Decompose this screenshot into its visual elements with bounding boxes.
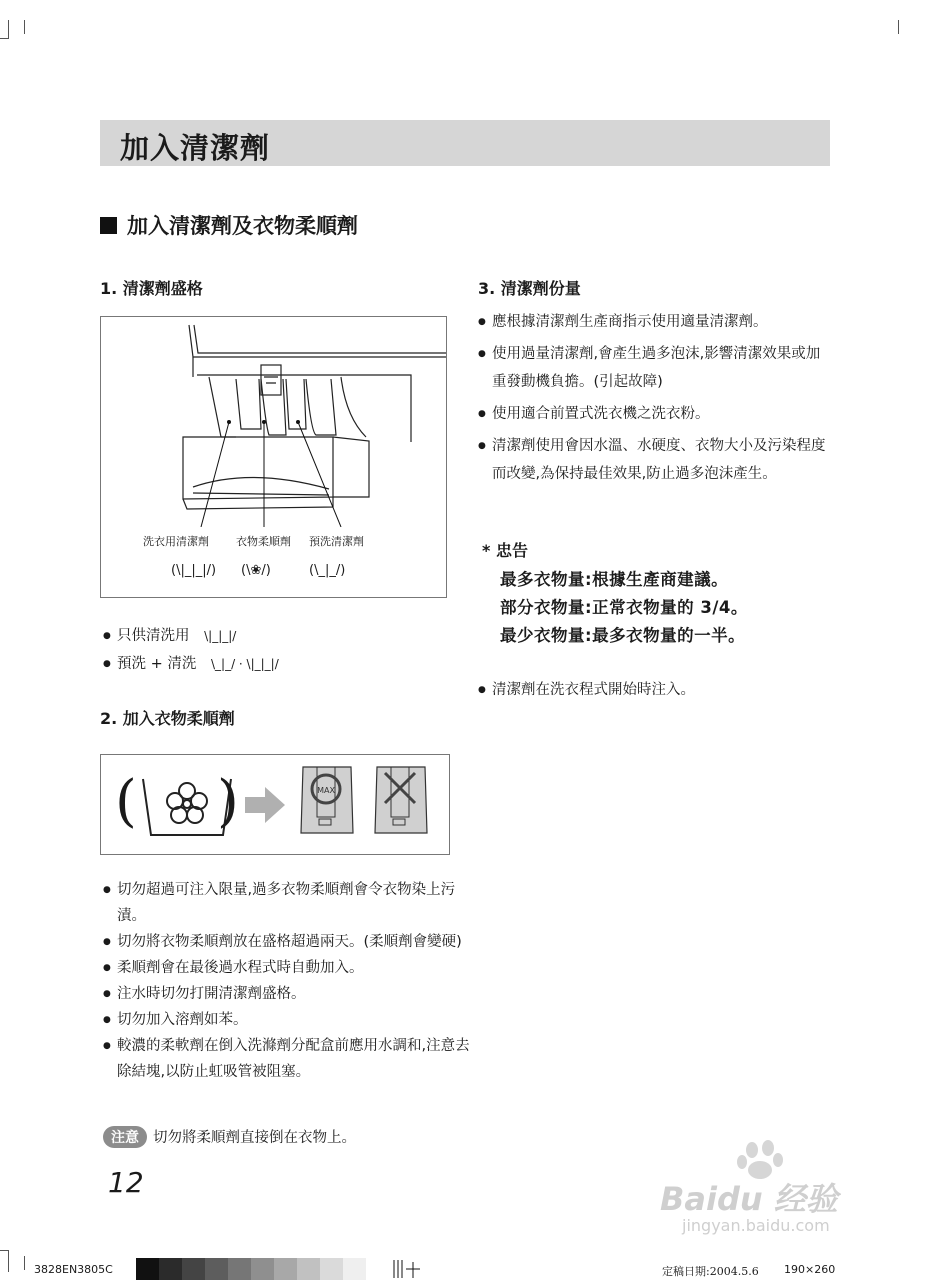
list-item: ● 使用適合前置式洗衣機之洗衣粉。 — [478, 400, 834, 428]
part3-heading: 3. 清潔劑份量 — [478, 279, 581, 298]
list-item: ● 應根據清潔劑生產商指示使用適量清潔劑。 — [478, 308, 834, 336]
warning-line-max: 最多衣物量:根據生產商建議。 — [500, 570, 729, 589]
crop-mark — [8, 20, 9, 39]
label-prewash: 預洗清潔劑 — [309, 535, 364, 548]
symbol-softener: (\❀/) — [241, 563, 271, 578]
page-title-bar — [100, 120, 830, 166]
prewash-symbol: \_|_/ · \|_|_|/ — [210, 657, 279, 671]
arrow-right-icon — [241, 783, 289, 827]
incorrect-fill-icon — [371, 763, 431, 841]
page-title: 加入清潔劑 — [120, 131, 271, 165]
caution-note — [103, 1126, 356, 1148]
amount-bullets — [478, 308, 834, 488]
caution-text: 切勿將柔順劑直接倒在衣物上。 — [153, 1130, 356, 1146]
page-number: 12 — [108, 1166, 144, 1199]
list-item: ● 使用過量清潔劑,會產生過多泡沫,影響清潔效果或加重發動機負擔。(引起故障) — [478, 340, 834, 396]
list-item: ● 柔順劑會在最後過水程式時自動加入。 — [103, 955, 473, 981]
softener-figure — [100, 754, 450, 855]
paren-right: ) — [217, 769, 239, 834]
baidu-watermark — [660, 1140, 880, 1240]
caution-badge: 注意 — [103, 1126, 147, 1148]
watermark-url: jingyan.baidu.com — [682, 1216, 830, 1235]
crop-mark — [8, 1250, 9, 1272]
label-softener: 衣物柔順劑 — [236, 535, 291, 548]
square-bullet-icon — [100, 217, 117, 234]
watermark-brand: Baidu 经验 — [660, 1180, 838, 1218]
warning-line-min: 最少衣物量:最多衣物量的一半。 — [500, 626, 746, 645]
footer-date: 定稿日期:2004.5.6 — [662, 1265, 759, 1278]
list-item: ● 切勿將衣物柔順劑放在盛格超過兩天。(柔順劑會變硬) — [103, 929, 473, 955]
list-item: ● 注水時切勿打開清潔劑盛格。 — [103, 981, 473, 1007]
list-item: ● 清潔劑在洗衣程式開始時注入。 — [478, 676, 834, 704]
crop-mark — [24, 1256, 25, 1270]
list-item: ● 較濃的柔軟劑在倒入洗滌劑分配盒前應用水調和,注意去除結塊,以防止虹吸管被阻塞。 — [103, 1033, 473, 1085]
list-item: ● 預洗 + 清洗 \_|_/ · \|_|_|/ — [103, 650, 443, 678]
part1-heading: 1. 清潔劑盛格 — [100, 279, 203, 298]
detergent-drawer-figure — [100, 316, 447, 598]
part2-heading: 2. 加入衣物柔順劑 — [100, 709, 235, 728]
section-heading-text: 加入清潔劑及衣物柔順劑 — [127, 214, 358, 238]
warning-title: * 忠告 — [482, 541, 528, 560]
list-item: ● 切勿加入溶劑如苯。 — [103, 1007, 473, 1033]
list-item: ● 只供清洗用 \|_|_|/ — [103, 622, 443, 650]
crop-mark — [0, 38, 8, 39]
footer-size: 190×260 — [784, 1263, 836, 1276]
correct-fill-icon — [297, 763, 357, 841]
symbol-main-wash: (\|_|_|/) — [171, 563, 217, 578]
crop-mark — [0, 1250, 8, 1251]
usage-list — [103, 622, 443, 678]
symbol-prewash: (\_|_/) — [309, 563, 346, 578]
softener-bullets — [103, 877, 473, 1085]
crop-mark — [898, 20, 899, 34]
main-wash-symbol: \|_|_|/ — [204, 629, 237, 643]
list-item: ● 切勿超過可注入限量,過多衣物柔順劑會令衣物染上污漬。 — [103, 877, 473, 929]
registration-mark-icon — [392, 1258, 422, 1280]
warning-line-partial: 部分衣物量:正常衣物量的 3/4。 — [500, 598, 748, 617]
section-heading — [100, 210, 358, 240]
crop-mark — [24, 20, 25, 34]
label-main-detergent: 洗衣用清潔劑 — [143, 535, 209, 548]
doc-code: 3828EN3805C — [34, 1263, 113, 1276]
list-item: ● 清潔劑使用會因水溫、水硬度、衣物大小及污染程度而改變,為保持最佳效果,防止過多泡沫產生。 — [478, 432, 834, 488]
drawer-illustration-icon — [101, 317, 446, 527]
paren-left: ( — [115, 769, 137, 834]
max-label: MAX — [317, 786, 335, 795]
grayscale-bar — [136, 1258, 389, 1280]
final-bullet-list — [478, 676, 834, 704]
